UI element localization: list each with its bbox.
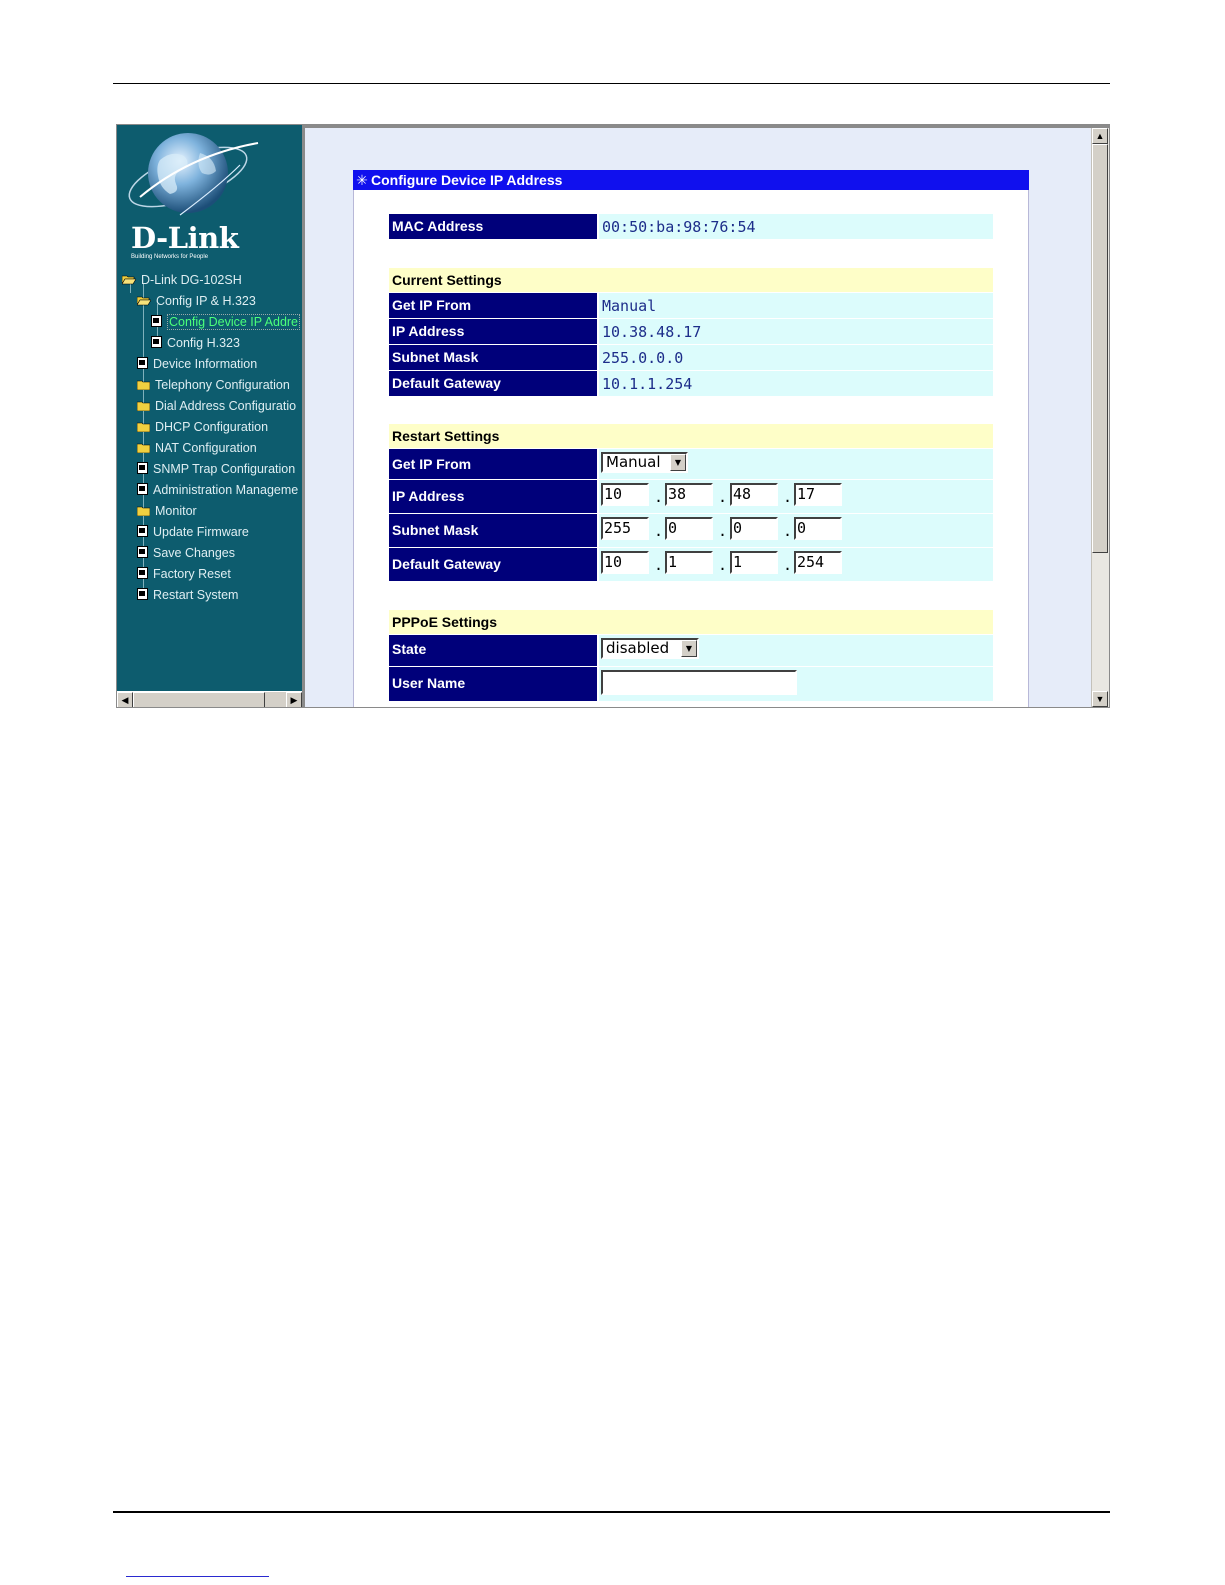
current-gateway-value: 10.1.1.254 bbox=[599, 371, 993, 396]
gateway-dot-separator: . bbox=[718, 556, 728, 574]
mask-dot-separator: . bbox=[654, 522, 664, 540]
navigation-frame bbox=[117, 125, 302, 707]
tree-item-label: Device Information bbox=[153, 357, 258, 371]
restart-gateway-row bbox=[389, 548, 993, 581]
tree-item-label: Factory Reset bbox=[153, 567, 231, 581]
ip-dot-separator: . bbox=[654, 488, 664, 506]
content-vertical-scrollbar[interactable] bbox=[1091, 128, 1109, 707]
mac-address-row bbox=[389, 214, 993, 239]
pppoe-settings-heading: PPPoE Settings bbox=[389, 610, 993, 634]
footer-link-underline[interactable] bbox=[126, 1576, 269, 1577]
pppoe-user-label: User Name bbox=[389, 667, 597, 701]
tree-item-config-device-ip[interactable] bbox=[151, 313, 300, 331]
current-settings-heading: Current Settings bbox=[389, 268, 993, 292]
mask-dot-separator: . bbox=[718, 522, 728, 540]
page-icon bbox=[137, 356, 148, 374]
page-icon bbox=[137, 461, 148, 479]
current-get-ip-value: Manual bbox=[599, 293, 993, 318]
current-mask-label: Subnet Mask bbox=[389, 345, 597, 370]
ip-octet-2-input[interactable]: 38 bbox=[665, 483, 713, 506]
tree-item-dhcp-configuration[interactable] bbox=[137, 418, 268, 436]
mask-dot-separator: . bbox=[783, 522, 793, 540]
content-frame bbox=[302, 125, 1109, 707]
scroll-right-arrow-icon[interactable]: ▶ bbox=[286, 692, 302, 707]
tree-item-config-h323[interactable] bbox=[151, 334, 240, 352]
tree-item-label: Telephony Configuration bbox=[155, 378, 290, 392]
current-mask-value: 255.0.0.0 bbox=[599, 345, 993, 370]
chevron-down-icon: ▼ bbox=[670, 454, 686, 471]
folder-icon bbox=[137, 419, 150, 437]
current-ip-label: IP Address bbox=[389, 319, 597, 344]
current-ip-row bbox=[389, 319, 993, 344]
tree-item-restart-system[interactable] bbox=[137, 586, 238, 604]
current-get-ip-label: Get IP From bbox=[389, 293, 597, 318]
logo-tagline: Building Networks for People bbox=[131, 254, 209, 260]
tree-item-label: SNMP Trap Configuration bbox=[153, 462, 296, 476]
gateway-dot-separator: . bbox=[783, 556, 793, 574]
page-footer-rule bbox=[113, 1511, 1110, 1513]
pppoe-user-cell bbox=[599, 667, 993, 701]
panel-title: Configure Device IP Address bbox=[371, 172, 563, 188]
gateway-octet-4-input[interactable]: 254 bbox=[794, 551, 842, 574]
page-icon bbox=[137, 545, 148, 563]
page-icon bbox=[151, 335, 162, 353]
gateway-octet-2-input[interactable]: 1 bbox=[665, 551, 713, 574]
tree-item-device-information[interactable] bbox=[137, 355, 257, 373]
tree-item-label: Monitor bbox=[155, 504, 197, 518]
folder-icon bbox=[137, 398, 150, 416]
restart-ip-label: IP Address bbox=[389, 480, 597, 513]
panel-title-bar bbox=[353, 170, 1029, 190]
restart-get-ip-label: Get IP From bbox=[389, 449, 597, 479]
globe-logo-icon bbox=[120, 125, 270, 225]
tree-item-nat-configuration[interactable] bbox=[137, 439, 257, 457]
pppoe-user-name-input[interactable] bbox=[601, 670, 797, 695]
tree-item-snmp-trap-configuration[interactable] bbox=[137, 460, 295, 478]
current-gateway-label: Default Gateway bbox=[389, 371, 597, 396]
pppoe-state-select[interactable] bbox=[601, 638, 699, 659]
tree-item-label: DHCP Configuration bbox=[155, 420, 269, 434]
tree-item-label: D-Link DG-102SH bbox=[141, 273, 242, 287]
mask-octet-4-input[interactable]: 0 bbox=[794, 517, 842, 540]
gateway-octet-3-input[interactable]: 1 bbox=[730, 551, 778, 574]
current-ip-value: 10.38.48.17 bbox=[599, 319, 993, 344]
restart-gateway-label: Default Gateway bbox=[389, 548, 597, 581]
restart-gateway-cell bbox=[599, 548, 993, 581]
nav-scroll-thumb[interactable] bbox=[133, 692, 265, 707]
pppoe-state-row bbox=[389, 635, 993, 666]
logo bbox=[117, 125, 302, 265]
restart-ip-cell bbox=[599, 480, 993, 513]
page-header-rule bbox=[113, 83, 1110, 84]
ip-octet-1-input[interactable]: 10 bbox=[601, 483, 649, 506]
tree-item-save-changes[interactable] bbox=[137, 544, 235, 562]
screenshot-window bbox=[116, 124, 1110, 708]
page-icon bbox=[151, 314, 162, 332]
tree-item-config-ip-h323[interactable] bbox=[137, 292, 256, 310]
tree-item-factory-reset[interactable] bbox=[137, 565, 231, 583]
mask-octet-3-input[interactable]: 0 bbox=[730, 517, 778, 540]
pppoe-state-label: State bbox=[389, 635, 597, 666]
current-gateway-row bbox=[389, 371, 993, 396]
tree-item-administration-management[interactable] bbox=[137, 481, 298, 499]
mac-address-label: MAC Address bbox=[389, 214, 597, 239]
pppoe-state-selected: disabled bbox=[606, 639, 670, 657]
tree-item-telephony-configuration[interactable] bbox=[137, 376, 290, 394]
restart-mask-cell bbox=[599, 514, 993, 547]
tree-item-label: Save Changes bbox=[153, 546, 236, 560]
scroll-down-arrow-icon[interactable]: ▼ bbox=[1092, 691, 1108, 707]
current-get-ip-row bbox=[389, 293, 993, 318]
ip-dot-separator: . bbox=[783, 488, 793, 506]
scroll-up-arrow-icon[interactable]: ▲ bbox=[1092, 128, 1108, 144]
pppoe-state-cell bbox=[599, 635, 993, 666]
page-icon bbox=[137, 524, 148, 542]
gateway-octet-1-input[interactable]: 10 bbox=[601, 551, 649, 574]
tree-item-label: Dial Address Configuratio bbox=[155, 399, 297, 413]
restart-settings-heading: Restart Settings bbox=[389, 424, 993, 448]
tree-item-monitor[interactable] bbox=[137, 502, 197, 520]
tree-item-label: Restart System bbox=[153, 588, 239, 602]
mask-octet-1-input[interactable]: 255 bbox=[601, 517, 649, 540]
restart-mask-row bbox=[389, 514, 993, 547]
folder-open-icon bbox=[122, 272, 136, 290]
folder-icon bbox=[137, 503, 150, 521]
content-scroll-thumb[interactable] bbox=[1092, 144, 1108, 553]
asterisk-icon: ✳ bbox=[356, 172, 368, 188]
nav-horizontal-scrollbar[interactable] bbox=[117, 691, 302, 707]
tree-item-label: Config H.323 bbox=[167, 336, 240, 350]
page-icon bbox=[137, 587, 148, 605]
ip-octet-4-input[interactable]: 17 bbox=[794, 483, 842, 506]
chevron-down-icon: ▼ bbox=[681, 640, 697, 657]
tree-item-dial-address-configuration[interactable] bbox=[137, 397, 296, 415]
ip-octet-3-input[interactable]: 48 bbox=[730, 483, 778, 506]
ip-dot-separator: . bbox=[718, 488, 728, 506]
mask-octet-2-input[interactable]: 0 bbox=[665, 517, 713, 540]
tree-item-root[interactable] bbox=[122, 271, 242, 289]
mac-address-value: 00:50:ba:98:76:54 bbox=[599, 214, 993, 239]
restart-mask-label: Subnet Mask bbox=[389, 514, 597, 547]
page-icon bbox=[137, 482, 148, 500]
tree-item-label: Update Firmware bbox=[153, 525, 249, 539]
restart-get-ip-row bbox=[389, 449, 993, 479]
folder-open-icon bbox=[137, 293, 151, 311]
gateway-dot-separator: . bbox=[654, 556, 664, 574]
tree-item-label: Administration Manageme bbox=[153, 483, 299, 497]
logo-text: D-Link bbox=[131, 221, 239, 255]
current-mask-row bbox=[389, 345, 993, 370]
tree-item-update-firmware[interactable] bbox=[137, 523, 249, 541]
get-ip-from-selected: Manual bbox=[606, 453, 661, 471]
tree-item-label: NAT Configuration bbox=[155, 441, 257, 455]
pppoe-user-row bbox=[389, 667, 993, 701]
folder-icon bbox=[137, 440, 150, 458]
folder-icon bbox=[137, 377, 150, 395]
get-ip-from-select[interactable] bbox=[601, 452, 688, 473]
tree-item-label: Config IP & H.323 bbox=[156, 294, 256, 308]
restart-get-ip-cell bbox=[599, 449, 993, 479]
scroll-left-arrow-icon[interactable]: ◀ bbox=[117, 692, 133, 707]
tree-item-label: Config Device IP Addre bbox=[169, 315, 299, 329]
page-icon bbox=[137, 566, 148, 584]
restart-ip-row bbox=[389, 480, 993, 513]
